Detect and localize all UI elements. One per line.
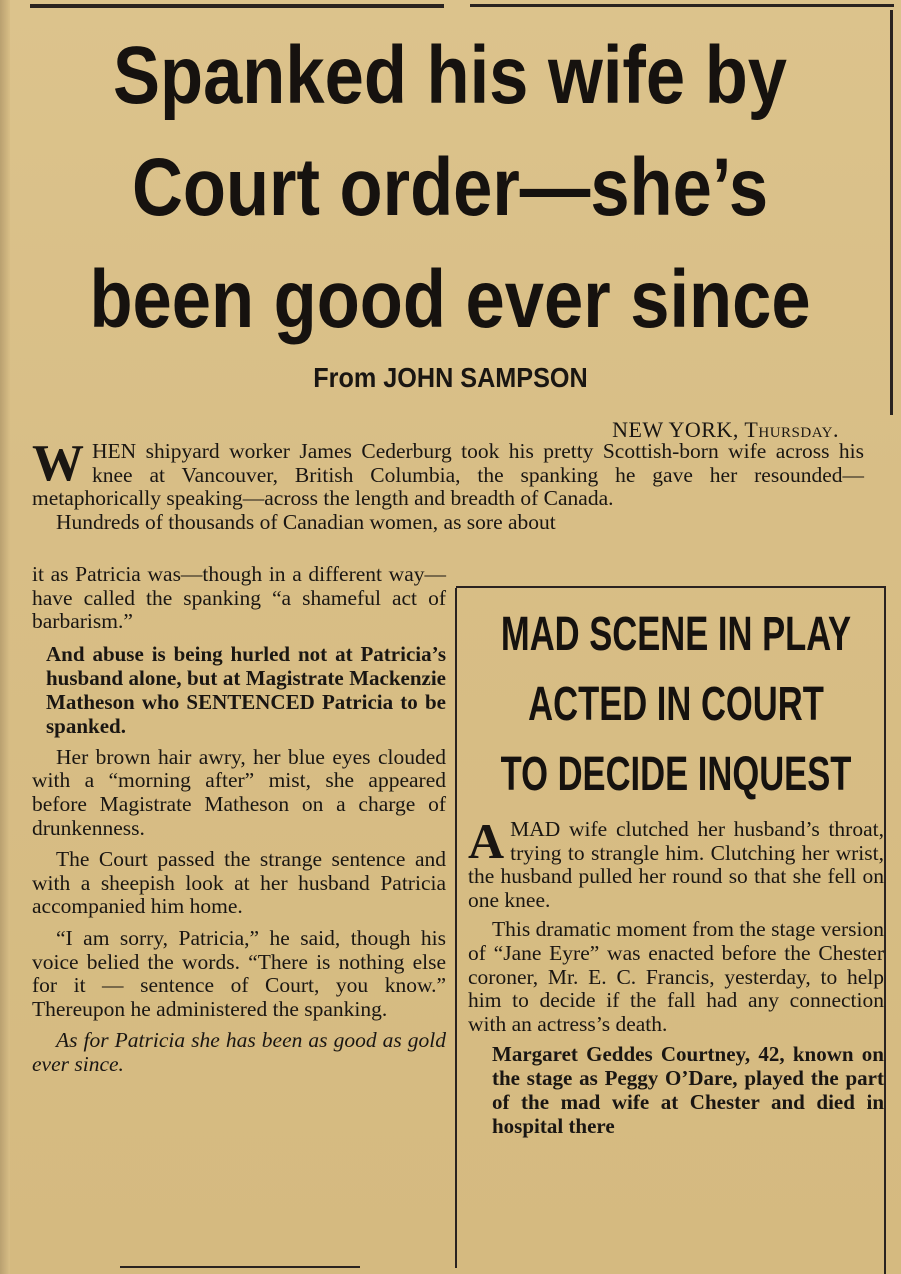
- column-divider: [455, 588, 457, 1268]
- paper-edge: [0, 0, 10, 1274]
- lead-paragraph: [32, 435, 864, 534]
- dateline: NEW YORK, Thursday.: [612, 417, 839, 442]
- left-column: [32, 563, 446, 1085]
- lead-text: HEN shipyard worker James Cederburg took his pretty Scottish-born wife across his knee at Vancouver, British Columbia, the spanking he gave her resounded—metaphorically speaking—across the length and breadth of Canada.: [32, 439, 864, 511]
- right-para-1: [468, 813, 884, 912]
- drop-cap: W: [32, 435, 84, 492]
- drop-cap-2: A: [468, 813, 505, 869]
- left-para-3: Her brown hair awry, her blue eyes clouded with a “morning after” mist, she appeared before Magistrate Matheson on a charge of drunkenness.: [32, 744, 446, 840]
- left-para-continued: it as Patricia was—though in a different way—have called the spanking “a shameful act of barbarism.”: [32, 562, 446, 634]
- right-para-2: This dramatic moment from the stage version of “Jane Eyre” was enacted before the Chester coroner, Mr. E. C. Francis, yesterday, to help him to decide if the fall had any connection with an actress’s death.: [468, 917, 884, 1036]
- sub-headline-1: MAD SCENE IN PLAY: [500, 608, 852, 661]
- box-top-rule: [456, 586, 884, 588]
- headline-line-1: Spanked his wife by: [112, 30, 788, 121]
- headline-line-3: been good ever since: [89, 254, 811, 345]
- sub-headline-3: TO DECIDE INQUEST: [500, 748, 852, 801]
- byline: From JOHN SAMPSON: [313, 362, 588, 393]
- left-bold-para: And abuse is being hurled not at Patricia’s husband alone, but at Magistrate Mackenzie Matheson who SENTENCED Patricia to be spanked.: [46, 641, 446, 738]
- box-right-rule: [884, 586, 886, 1274]
- left-para-4: The Court passed the strange sentence and with a sheepish look at her husband Patricia accompanied him home.: [32, 847, 446, 919]
- right-bold-para: Margaret Geddes Courtney, 42, known on the stage as Peggy O’Dare, played the part of the mad wife at Chester and died in hospital there: [492, 1042, 884, 1139]
- headline-line-2: Court order—she’s: [131, 142, 769, 233]
- left-italic-para: As for Patricia she has been as good as gold ever since.: [32, 1028, 446, 1076]
- left-para-5: “I am sorry, Patricia,” he said, though his voice belied the words. “There is nothing else for it — sentence of Court, you know.” Thereupon he administered the spanking.: [32, 925, 446, 1021]
- top-rule-left: [30, 4, 444, 8]
- right-edge-rule: [890, 10, 893, 415]
- right-para-1-text: MAD wife clutched her husband’s throat, trying to strangle him. Clutching her wrist, the husband pulled her round so that she fell on one knee.: [468, 817, 884, 912]
- right-column: [468, 600, 884, 1144]
- sub-headline-2: ACTED IN COURT: [528, 678, 824, 731]
- bottom-rule: [120, 1266, 360, 1268]
- lead-para2-start: Hundreds of thousands of Canadian women, as sore about: [56, 509, 556, 534]
- top-rule-right: [470, 4, 894, 7]
